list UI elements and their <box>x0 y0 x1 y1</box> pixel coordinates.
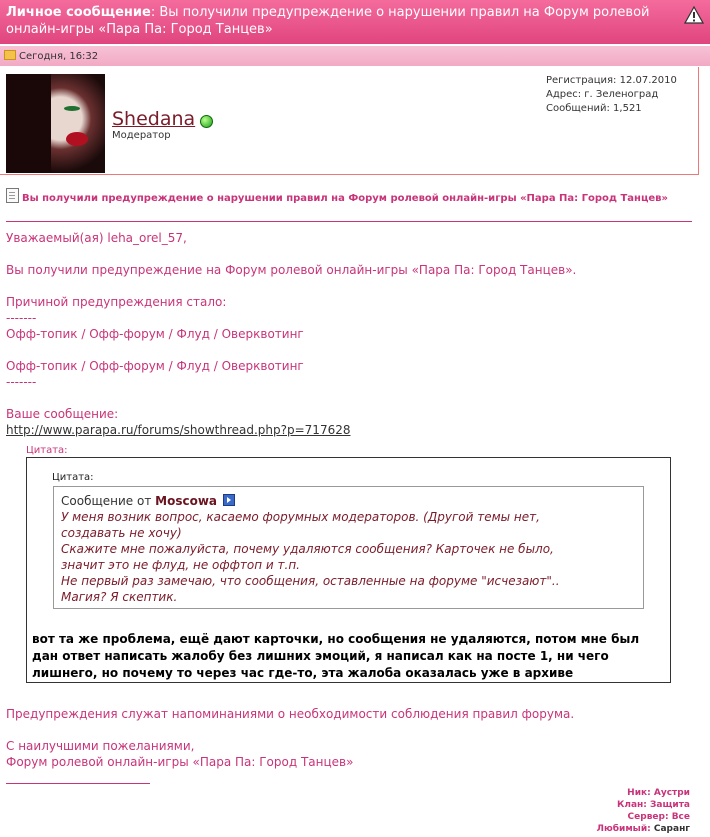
quote-from: Сообщение от <box>61 494 152 508</box>
quote-author: Moscowa <box>155 494 218 508</box>
reason-2: Офф-топик / Офф-форум / Флуд / Оверквотинг <box>6 359 304 373</box>
sig-nick-label: Ник: <box>627 788 651 798</box>
regards: С наилучшими пожеланиями, <box>6 739 195 753</box>
forum-name: Форум ролевой онлайн-игры «Пара Па: Город Танцев» <box>6 755 354 769</box>
quote-line: У меня возник вопрос, касаемо форумных модераторов. (Другой темы нет, <box>61 510 540 524</box>
user-address: Адрес: г. Зеленоград <box>546 89 659 100</box>
dashes-2: ------- <box>6 375 37 389</box>
footer-note: Предупреждения служат напоминаниями о необходимости соблюдения правил форума. <box>6 707 575 721</box>
user-stats <box>546 74 677 116</box>
folder-icon <box>4 50 16 60</box>
sig-nick: Аустри <box>653 788 690 798</box>
message-subject <box>6 188 696 206</box>
your-message-label: Ваше сообщение: <box>6 407 119 421</box>
user-role: Модератор <box>112 130 171 141</box>
subject-text: Вы получили предупреждение о нарушении правил на Форум ролевой онлайн-игры «Пара Па: Город Танцев» <box>22 193 668 204</box>
document-icon <box>6 188 19 203</box>
sig-fav: Саранг <box>653 824 690 834</box>
quote-line: Не первый раз замечаю, что сообщения, оставленные на форуме "исчезают".. <box>61 574 560 588</box>
post-count: Сообщений: 1,521 <box>546 103 642 114</box>
quote-label: Цитата: <box>26 445 68 456</box>
post-link[interactable]: http://www.parapa.ru/forums/showthread.php?p=717628 <box>6 423 351 437</box>
header-title-prefix: Личное сообщение <box>6 5 151 20</box>
quote-line: Магия? Я скептик. <box>61 590 178 604</box>
quote-line: Скажите мне пожалуйста, почему удаляются сообщения? Карточек не было, <box>61 542 554 556</box>
warning-icon[interactable] <box>684 6 704 24</box>
reason-label: Причиной предупреждения стало: <box>6 295 227 309</box>
inner-quote-header <box>61 493 636 509</box>
warning-line: Вы получили предупреждение на Форум ролевой онлайн-игры «Пара Па: Город Танцев». <box>6 263 577 277</box>
sig-clan: Защита <box>649 800 690 810</box>
username-link[interactable]: Shedana <box>112 108 196 130</box>
sig-server: Все <box>671 812 690 822</box>
quote-line: значит это не флуд, не оффтоп и т.п. <box>61 558 300 572</box>
divider <box>6 221 692 222</box>
sig-server-label: Сервер: <box>627 812 669 822</box>
date-bar <box>0 46 710 66</box>
signature <box>597 787 690 835</box>
quote-line: создавать не хочу) <box>61 526 182 540</box>
sig-clan-label: Клан: <box>617 800 647 810</box>
sig-fav-label: Любимый: <box>596 824 651 834</box>
post-date: Сегодня, 16:32 <box>19 51 99 62</box>
dashes: ------- <box>6 311 37 325</box>
window-header <box>0 0 710 44</box>
reason-1: Офф-топик / Офф-форум / Флуд / Оверквотинг <box>6 327 304 341</box>
online-status-icon <box>200 115 213 128</box>
avatar[interactable] <box>6 74 105 173</box>
inner-quote-label: Цитата: <box>52 472 94 483</box>
greeting: Уважаемый(ая) leha_orel_57, <box>6 231 187 245</box>
signature-divider <box>6 783 150 784</box>
registration-date: Регистрация: 12.07.2010 <box>546 75 677 86</box>
view-post-icon[interactable] <box>223 494 235 506</box>
header-title: : Вы получили предупреждение о нарушении правил на Форум ролевой онлайн-игры «Пара Па: Город Танцев» <box>6 5 650 37</box>
quoted-reply: вот та же проблема, ещё дают карточки, но сообщения не удаляются, потом мне был дан ответ написать жалобу без лишних эмоций, я написал как на посте 1, ни чего лишнего, но почему то через час где-то, эта жалоба оказалась уже в архиве <box>32 632 640 680</box>
inner-quote-box <box>53 486 644 609</box>
